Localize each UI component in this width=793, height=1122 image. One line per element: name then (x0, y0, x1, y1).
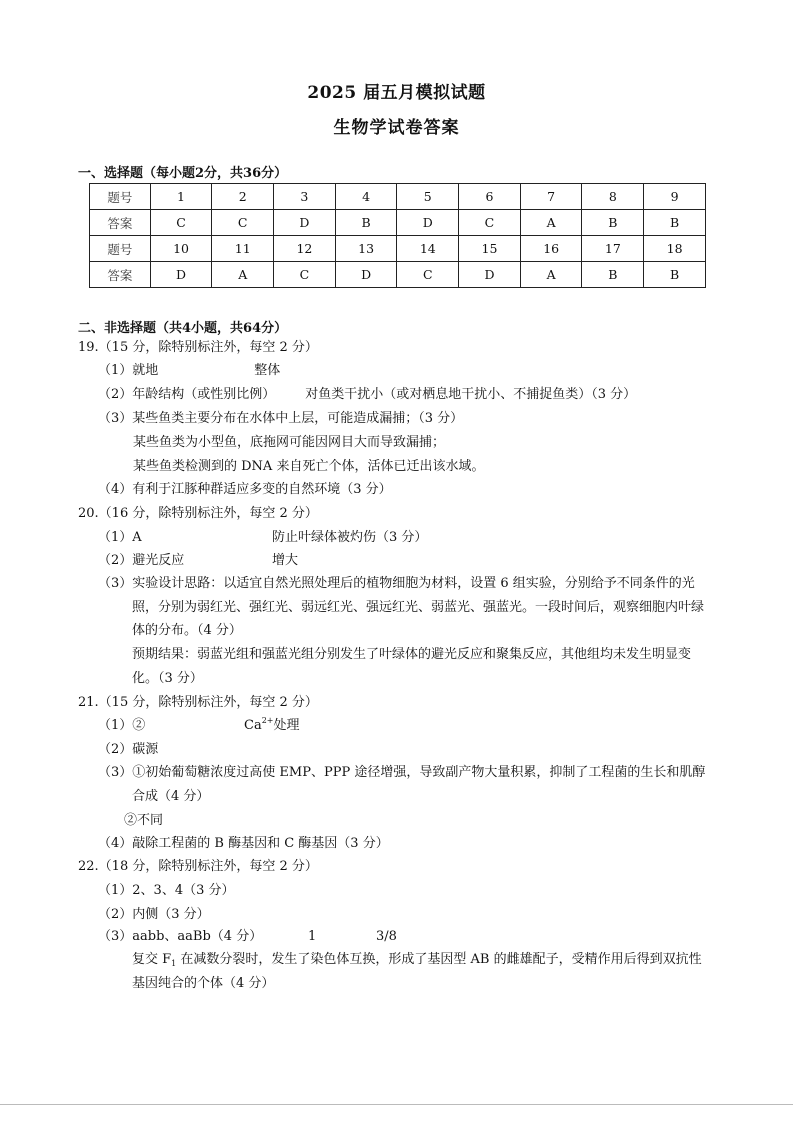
answer-cell: D (335, 262, 397, 288)
q21-1-a: （1）② (98, 718, 146, 733)
row-label-answer: 答案 (90, 262, 151, 288)
answer-table (89, 183, 706, 288)
question-number-cell: 3 (274, 184, 336, 210)
row-label-answer: 答案 (90, 210, 151, 236)
question-number-cell: 11 (212, 236, 274, 262)
q21-answer-3: （3）①初始葡萄糖浓度过高使 EMP、PPP 途径增强，导致副产物大量积累，抑制了工程菌的生长和肌醇合成（4 分） (98, 765, 706, 804)
question-number-cell: 7 (520, 184, 582, 210)
page-subtitle: 生物学试卷答案 (333, 118, 460, 138)
answer-cell: A (212, 262, 274, 288)
q22-3-a: （3）aabb、aaBb（4 分） (98, 929, 263, 944)
q21-1-b-sup: 2+ (261, 716, 274, 725)
question-number-cell: 8 (582, 184, 644, 210)
question-number-cell: 10 (150, 236, 212, 262)
q19-answer-3: （3）某些鱼类主要分布在水体中上层，可能造成漏捕；（3 分） (98, 411, 464, 426)
q22-3d-pre: 复交 F (132, 952, 172, 967)
page-bottom-rule (0, 1104, 793, 1105)
q22-3-c: 3/8 (376, 929, 397, 944)
q22-answer-3 (98, 928, 397, 946)
question-number-row (90, 184, 706, 210)
q19-answer-4: （4）有利于江豚种群适应多变的自然环境（3 分） (98, 482, 392, 497)
q22-answer-2: （2）内侧（3 分） (98, 907, 210, 922)
q21-answer-2: （2）碳源 (98, 742, 159, 757)
question-number-cell: 4 (335, 184, 397, 210)
answer-cell: B (644, 262, 706, 288)
answer-cell: B (335, 210, 397, 236)
q19-answer-3b: 某些鱼类为小型鱼，底拖网可能因网目大而导致漏捕； (133, 435, 446, 450)
answer-cell: B (644, 210, 706, 236)
q21-answer-1 (98, 717, 300, 735)
question-number-cell: 9 (644, 184, 706, 210)
row-label-question: 题号 (90, 184, 151, 210)
q22-3-b: 1 (308, 929, 317, 944)
question-number-cell: 2 (212, 184, 274, 210)
q22-3d-post: 在减数分裂时，发生了染色体互换，形成了基因型 AB 的雌雄配子，受精作用后得到双抗性基因纯合的个体（4 分） (132, 952, 702, 991)
q21-1-b-pre: Ca (244, 718, 262, 733)
question-number-cell: 5 (397, 184, 459, 210)
question-number-cell: 1 (150, 184, 212, 210)
q19-answer-1 (98, 362, 280, 380)
q20-answer-1 (98, 529, 427, 547)
answer-cell: D (274, 210, 336, 236)
question-number-cell: 18 (644, 236, 706, 262)
question-number-cell: 12 (274, 236, 336, 262)
q19-2-b: 对鱼类干扰小（或对栖息地干扰小、不捕捉鱼类）（3 分） (305, 387, 637, 402)
q22-answer-3d (132, 948, 714, 995)
question-number-cell: 17 (582, 236, 644, 262)
row-label-question: 题号 (90, 236, 151, 262)
q20-answer-3: （3）实验设计思路：以适宜自然光照处理后的植物细胞为材料，设置 6 组实验，分别给予不同条件的光照，分别为弱红光、强红光、弱远红光、强远红光、弱蓝光、强蓝光。一段时间后，观察细胞内叶绿体的分布。（4 分） (98, 576, 705, 638)
q19-answer-3c: 某些鱼类检测到的 DNA 来自死亡个体，活体已迁出该水域。 (133, 459, 485, 474)
answer-cell: B (582, 262, 644, 288)
q21-title: 21.（15 分，除特别标注外，每空 2 分） (78, 695, 318, 710)
q21-answer-3b: ②不同 (124, 813, 164, 828)
question-number-cell: 14 (397, 236, 459, 262)
question-number-cell: 13 (335, 236, 397, 262)
answer-cell: A (520, 262, 582, 288)
q21-1-b-post: 处理 (273, 718, 300, 733)
q19-title: 19.（15 分，除特别标注外，每空 2 分） (78, 340, 318, 355)
answer-cell: C (397, 262, 459, 288)
answer-row (90, 262, 706, 288)
answer-cell: A (520, 210, 582, 236)
answer-cell: B (582, 210, 644, 236)
answer-cell: C (212, 210, 274, 236)
q22-title: 22.（18 分，除特别标注外，每空 2 分） (78, 859, 318, 874)
answer-cell: D (397, 210, 459, 236)
question-number-cell: 16 (520, 236, 582, 262)
q19-answer-2 (98, 386, 636, 404)
question-number-cell: 15 (459, 236, 521, 262)
q21-answer-4: （4）敲除工程菌的 B 酶基因和 C 酶基因（3 分） (98, 836, 389, 851)
page-title: 2025 届五月模拟试题 (307, 83, 486, 103)
q20-title: 20.（16 分，除特别标注外，每空 2 分） (78, 506, 318, 521)
answer-cell: C (274, 262, 336, 288)
answer-cell: D (459, 262, 521, 288)
q20-1-a: （1）A (98, 530, 142, 545)
answer-cell: C (459, 210, 521, 236)
question-number-row (90, 236, 706, 262)
answer-cell: C (150, 210, 212, 236)
q20-1-b: 防止叶绿体被灼伤（3 分） (272, 530, 428, 545)
q22-answer-1: （1）2、3、4（3 分） (98, 883, 235, 898)
q20-answer-3b: 预期结果：弱蓝光组和强蓝光组分别发生了叶绿体的避光反应和聚集反应，其他组均未发生明显变化。（3 分） (132, 647, 692, 686)
section2-heading: 二、非选择题（共4小题，共64分） (78, 321, 288, 336)
q20-2-b: 增大 (272, 553, 299, 568)
answer-cell: D (150, 262, 212, 288)
question-number-cell: 6 (459, 184, 521, 210)
answer-row (90, 210, 706, 236)
q22-3d-sub: 1 (171, 959, 177, 968)
q19-1-b: 整体 (254, 363, 281, 378)
q19-1-a: （1）就地 (98, 363, 159, 378)
section1-heading: 一、选择题（每小题2分，共36分） (78, 166, 288, 181)
q20-answer-2 (98, 552, 298, 570)
q19-2-a: （2）年龄结构（或性别比例） (98, 387, 276, 402)
q20-2-a: （2）避光反应 (98, 553, 185, 568)
